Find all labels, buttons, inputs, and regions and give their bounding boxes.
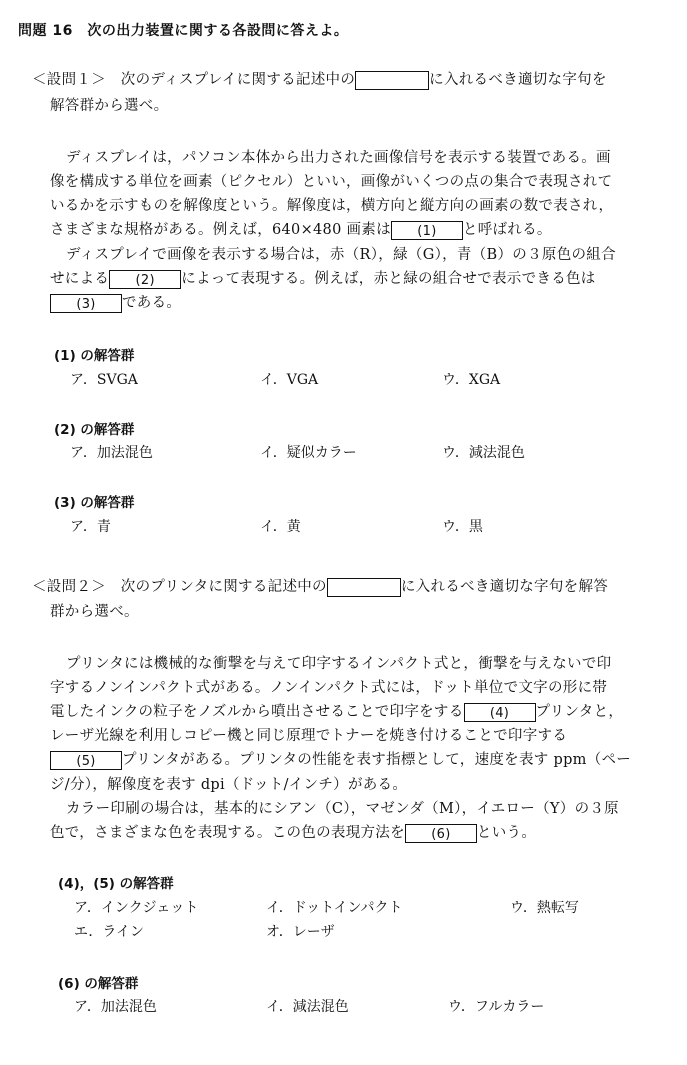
g45-choice-i: イ．ドットインパクト [266, 900, 403, 916]
g1-choice-i: イ．VGA [260, 372, 319, 388]
q2-para-line8-text-a: 色で，さまざまな色を表現する。この色の表現方法を [50, 825, 405, 841]
g2-choice-u: ウ．減法混色 [442, 445, 525, 461]
q1-para-line3: いるかを示すものを解像度という。解像度は，横方向と縦方向の画素の数で表され， [50, 198, 614, 214]
g45-choice-e: エ．ライン [74, 924, 144, 940]
blank-5-box: (5) [50, 751, 122, 770]
blank-1-box: (1) [391, 221, 463, 240]
q2-instruction-line2: 群から選べ。 [50, 604, 139, 620]
q2-instruction-line1 [32, 575, 608, 597]
answer-group-2-heading: (2) の解答群 [54, 422, 135, 438]
blank-6-box: (6) [405, 824, 477, 843]
q1-para-line2: 像を構成する単位を画素（ピクセル）といい，画像がいくつの点の集合で表現されて [50, 174, 613, 190]
g2-choice-a: ア．加法混色 [70, 445, 153, 461]
q2-para-line4: レーザ光線を利用しコピー機と同じ原理でトナーを焼き付けることで印字する [50, 728, 568, 744]
g6-choice-u: ウ．フルカラー [448, 999, 545, 1015]
q2-para-line5-text-b: プリンタがある。プリンタの性能を表す指標として，速度を表す ppm（ペー [122, 752, 632, 768]
g3-choice-i: イ．黄 [260, 519, 301, 535]
g6-choice-a: ア．加法混色 [74, 999, 157, 1015]
answer-group-3-heading: (3) の解答群 [54, 495, 135, 511]
blank-sample-box [355, 71, 429, 90]
q1-instruction-text-a: ＜設問１＞ 次のディスプレイに関する記述中の [32, 72, 356, 88]
q1-para-line1: ディスプレイは，パソコン本体から出力された画像信号を表示する装置である。画 [66, 150, 611, 166]
q1-para-line6-text-b: によって表現する。例えば，赤と緑の組合せで表示できる色は [181, 271, 596, 287]
g3-choice-u: ウ．黒 [442, 519, 483, 535]
q1-instruction-line1 [32, 68, 607, 90]
g2-choice-i: イ．疑似カラー [260, 445, 357, 461]
q2-para-line5 [50, 748, 631, 770]
q2-para-line8-text-b: という。 [476, 825, 537, 841]
q1-para-line4 [50, 218, 552, 240]
q1-instruction-text-b: に入れるべき適切な字句を [429, 72, 607, 88]
q2-para-line3-text-b: プリンタと， [535, 704, 624, 720]
g45-choice-a: ア．インクジェット [74, 900, 199, 916]
q2-para-line3-text-a: 電したインクの粒子をノズルから噴出させることで印字をする [50, 704, 464, 720]
q2-para-line1: プリンタには機械的な衝撃を与えて印字するインパクト式と，衝撃を与えないで印 [66, 656, 612, 672]
q1-para-line6-text-a: せによる [50, 271, 110, 287]
g6-choice-i: イ．減法混色 [266, 999, 349, 1015]
blank-2-box: (2) [109, 270, 181, 289]
q2-para-line2: 字するノンインパクト式がある。ノンインパクト式には，ドット単位で文字の形に帯 [50, 680, 608, 696]
q1-para-line6 [50, 267, 596, 289]
q1-para-line4-text-a: さまざまな規格がある。例えば，640×480 画素は [50, 222, 391, 238]
q2-instruction-text-a: ＜設問２＞ 次のプリンタに関する記述中の [32, 579, 327, 595]
blank-4-box: (4) [464, 703, 536, 722]
q1-para-line4-text-b: と呼ばれる。 [462, 222, 552, 238]
answer-group-6-heading: (6) の解答群 [58, 976, 139, 992]
g45-choice-u: ウ．熱転写 [510, 900, 579, 916]
g45-choice-o: オ．レーザ [266, 924, 335, 940]
answer-group-1-heading: (1) の解答群 [54, 348, 135, 364]
g1-choice-u: ウ．XGA [442, 372, 501, 388]
q2-para-line3 [50, 700, 623, 722]
q2-instruction-text-b: に入れるべき適切な字句を解答 [400, 579, 609, 595]
g3-choice-a: ア．青 [70, 519, 111, 535]
q2-para-line6: ジ/分），解像度を表す dpi（ドット/インチ）がある。 [50, 777, 408, 793]
q1-para-line7 [50, 291, 181, 313]
q1-para-line7-text-b: である。 [122, 295, 182, 311]
answer-group-45-heading: (4)，(5) の解答群 [58, 876, 174, 892]
q1-instruction-line2: 解答群から選べ。 [50, 98, 169, 114]
problem-title: 問題 16 次の出力装置に関する各設問に答えよ。 [18, 23, 349, 39]
q2-para-line7: カラー印刷の場合は，基本的にシアン（C），マゼンダ（M），イエロー（Y）の３原 [66, 801, 619, 817]
q2-para-line8 [50, 821, 536, 843]
q1-para-line5: ディスプレイで画像を表示する場合は，赤（R），緑（G），青（B）の３原色の組合 [66, 247, 616, 263]
g1-choice-a: ア．SVGA [70, 372, 138, 388]
blank-sample-box-2 [327, 578, 401, 597]
blank-3-box: (3) [50, 294, 122, 313]
